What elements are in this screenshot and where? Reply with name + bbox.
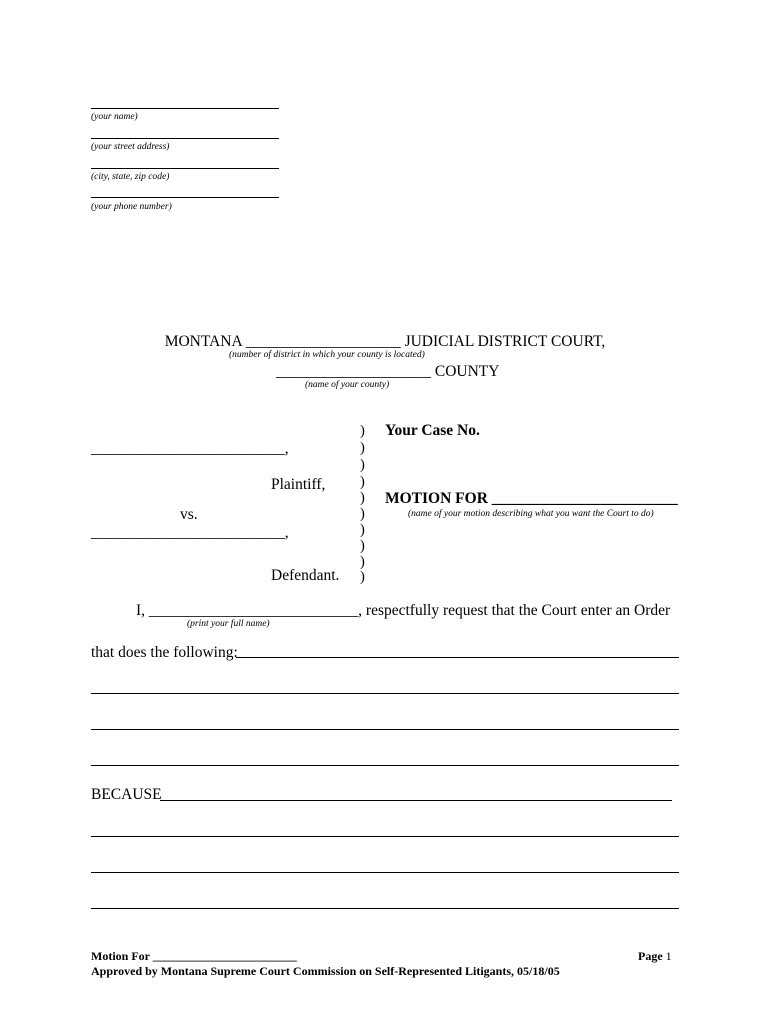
street-address-hint: (your street address) xyxy=(91,142,170,152)
county-hint: (name of your county) xyxy=(305,380,390,390)
city-state-zip-hint: (city, state, zip code) xyxy=(91,172,170,182)
caption-paren: ) xyxy=(360,506,365,522)
because-line[interactable] xyxy=(91,908,679,909)
district-hint: (number of district in which your county is located) xyxy=(229,350,425,360)
street-address-line[interactable] xyxy=(91,138,279,139)
caption-paren: ) xyxy=(360,490,365,506)
motion-title[interactable]: MOTION FOR ________________________ xyxy=(385,490,678,507)
defendant-label: Defendant. xyxy=(271,567,340,584)
because-line[interactable] xyxy=(91,836,679,837)
page-label: Page xyxy=(638,949,663,963)
caption-paren: ) xyxy=(360,457,365,473)
footer-motion-for: Motion For ________________________ xyxy=(91,949,297,963)
city-state-zip-line[interactable] xyxy=(91,168,279,169)
following-line[interactable] xyxy=(91,765,679,766)
motion-hint: (name of your motion describing what you want the Court to do) xyxy=(408,509,654,519)
caption-paren: ) xyxy=(360,554,365,570)
caption-paren: ) xyxy=(360,440,365,456)
plaintiff-label: Plaintiff, xyxy=(271,476,326,493)
defendant-name-blank[interactable]: _________________________, xyxy=(91,524,289,541)
following-label: that does the following: xyxy=(91,644,238,661)
county-heading: ____________________ COUNTY xyxy=(276,363,500,380)
court-heading: MONTANA ____________________ JUDICIAL DISTRICT COURT, xyxy=(164,333,606,350)
footer-page xyxy=(638,949,672,963)
because-line[interactable] xyxy=(91,872,679,873)
caption-paren: ) xyxy=(360,423,365,439)
phone-number-line[interactable] xyxy=(91,197,279,198)
name-line[interactable] xyxy=(91,108,279,109)
caption-paren: ) xyxy=(360,522,365,538)
caption-paren: ) xyxy=(360,474,365,490)
case-number-label: Your Case No. xyxy=(385,422,480,439)
because-label: BECAUSE xyxy=(91,786,162,803)
plaintiff-name-blank[interactable]: _________________________, xyxy=(91,440,289,457)
full-name-hint: (print your full name) xyxy=(187,619,270,629)
phone-number-hint: (your phone number) xyxy=(91,202,172,212)
caption-paren: ) xyxy=(360,569,365,585)
because-line[interactable] xyxy=(160,800,672,801)
name-hint: (your name) xyxy=(91,112,138,122)
caption-paren: ) xyxy=(360,538,365,554)
request-line[interactable]: I, ___________________________, respectfully request that the Court enter an Order xyxy=(136,602,671,619)
following-line[interactable] xyxy=(91,693,679,694)
vs-label: vs. xyxy=(180,506,198,523)
page-number: 1 xyxy=(665,949,672,963)
following-line[interactable] xyxy=(91,729,679,730)
footer-approved: Approved by Montana Supreme Court Commission on Self-Represented Litigants, 05/18/05 xyxy=(91,964,560,978)
following-line[interactable] xyxy=(236,657,679,658)
